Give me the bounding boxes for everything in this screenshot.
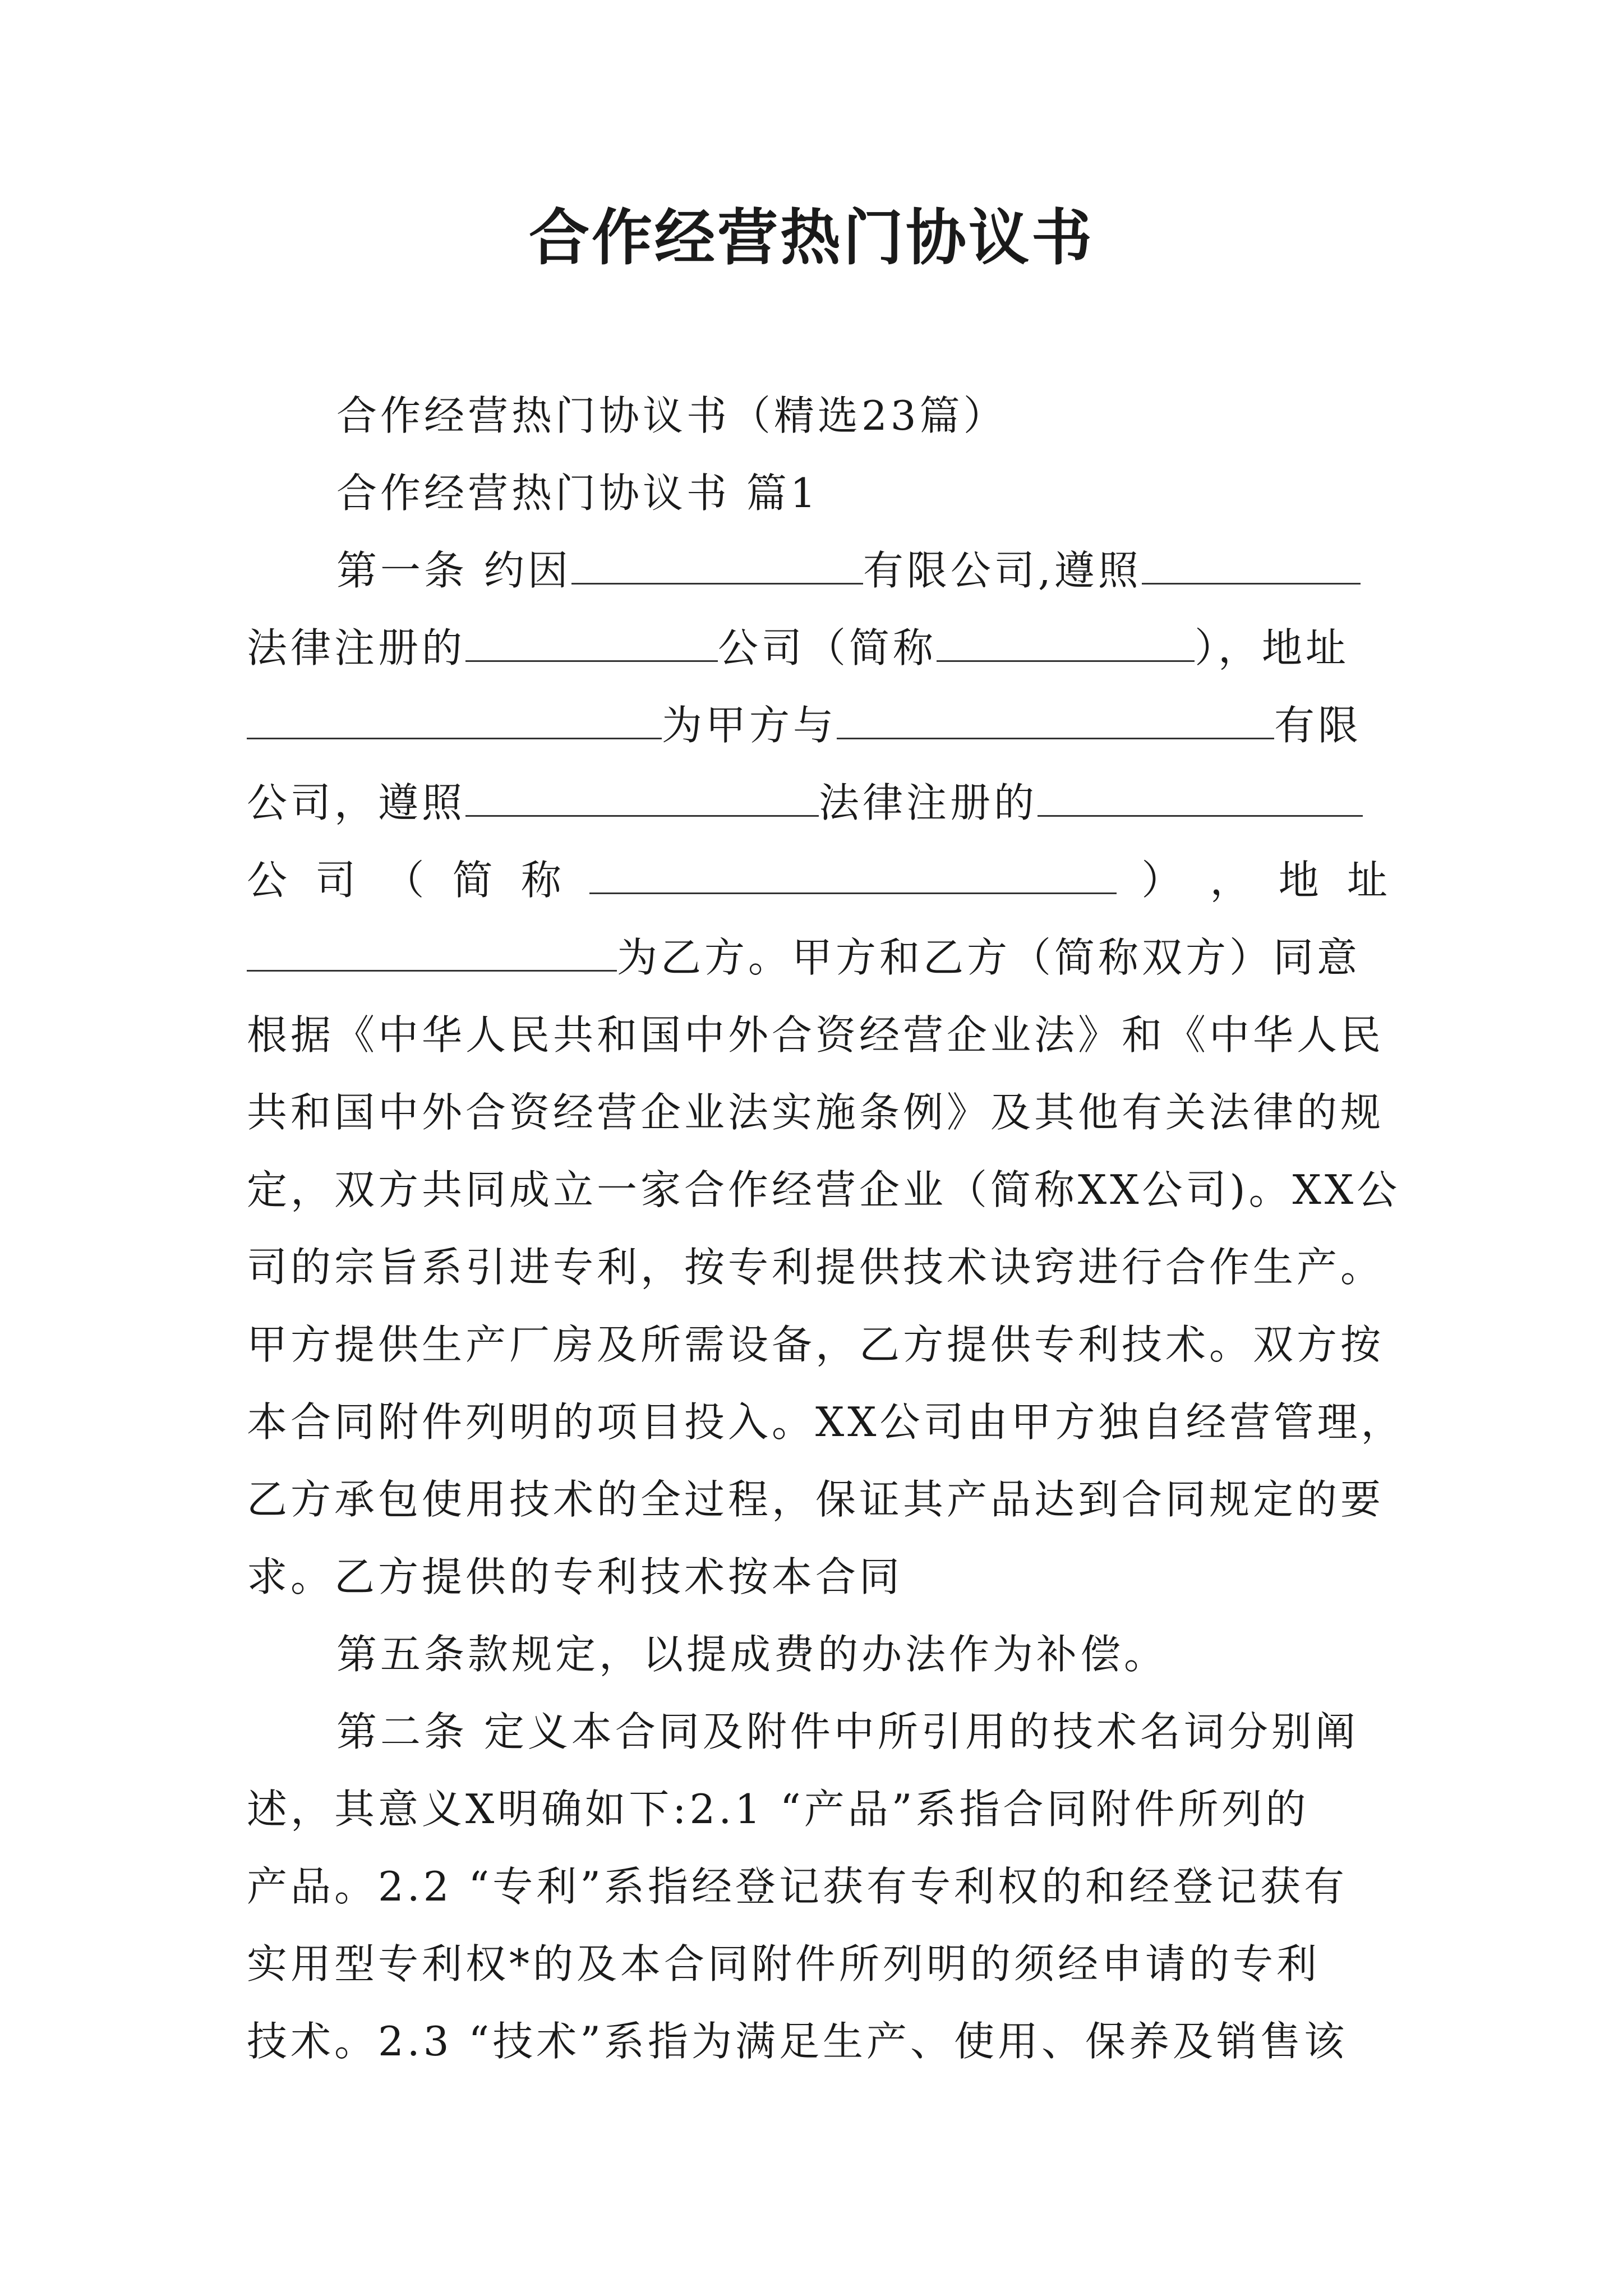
text-segment: 公司（简称 bbox=[718, 624, 937, 671]
paragraph-line: 甲方提供生产厂房及所需设备，乙方提供专利技术。双方按 bbox=[247, 1321, 1385, 1368]
text-segment: 为乙方。甲方和乙方（简称双方）同意 bbox=[617, 934, 1361, 981]
paragraph-line bbox=[247, 687, 1391, 764]
text-char: 址 bbox=[1347, 857, 1391, 904]
paragraph-line bbox=[247, 532, 1391, 609]
fill-blank bbox=[247, 936, 617, 972]
text-char: 称 bbox=[520, 857, 565, 904]
paragraph-line: 乙方承包使用技术的全过程，保证其产品达到合同规定的要 bbox=[247, 1476, 1385, 1523]
paragraph-line: 求。乙方提供的专利技术按本合同 bbox=[247, 1553, 903, 1600]
paragraph-line: 实用型专利权*的及本合同附件所列明的须经申请的专利 bbox=[247, 1940, 1321, 1987]
paragraph-line bbox=[247, 919, 1391, 996]
text-char: （ bbox=[384, 857, 428, 904]
text-segment: 有限 bbox=[1274, 702, 1362, 749]
paragraph-line bbox=[247, 609, 1391, 687]
text-char: 简 bbox=[452, 857, 496, 904]
paragraph-line: 司的宗旨系引进专利，按专利提供技术诀窍进行合作生产。 bbox=[247, 1244, 1385, 1291]
text-segment: 有限公司,遵照 bbox=[863, 547, 1142, 594]
paragraph-line: 本合同附件列明的项目投入。XX公司由甲方独自经营管理， bbox=[247, 1398, 1405, 1446]
fill-blank bbox=[465, 627, 718, 662]
paragraph-line: 根据《中华人民共和国中外合资经营企业法》和《中华人民 bbox=[247, 1011, 1385, 1059]
text-char: ， bbox=[1210, 857, 1254, 904]
text-segment: 为甲方与 bbox=[662, 702, 837, 749]
paragraph-line: 第五条款规定，以提成费的办法作为补偿。 bbox=[336, 1631, 1168, 1678]
fill-blank bbox=[571, 549, 863, 585]
paragraph-line: 共和国中外合资经营企业法实施条例》及其他有关法律的规 bbox=[247, 1089, 1385, 1136]
text-char: 地 bbox=[1278, 857, 1322, 904]
document-title: 合作经营热门协议书 bbox=[528, 203, 1094, 273]
fill-blank bbox=[1038, 781, 1363, 817]
paragraph-line: 技术。2.3 “技术”系指为满足生产、使用、保养及销售该 bbox=[247, 2018, 1348, 2065]
paragraph-line: 产品。2.2 “专利”系指经登记获有专利权的和经登记获有 bbox=[247, 1863, 1348, 1910]
paragraph-line bbox=[247, 841, 1391, 919]
text-char: ） bbox=[1141, 857, 1186, 904]
text-segment: ），地址 bbox=[1195, 624, 1350, 671]
paragraph-line: 第二条 定义本合同及附件中所引用的技术名词分别阐 bbox=[336, 1708, 1359, 1755]
paragraph-line: 述，其意义X明确如下:2.1 “产品”系指合同附件所列的 bbox=[247, 1786, 1310, 1833]
fill-blank bbox=[837, 704, 1274, 739]
text-char: 司 bbox=[315, 857, 359, 904]
fill-blank bbox=[589, 859, 1117, 894]
document-body bbox=[247, 377, 1405, 2080]
paragraph-line: 合作经营热门协议书 篇1 bbox=[336, 470, 819, 517]
text-segment: 公司，遵照 bbox=[247, 779, 466, 826]
paragraph-line: 定，双方共同成立一家合作经营企业（简称XX公司)。XX公 bbox=[247, 1166, 1401, 1213]
fill-blank bbox=[465, 781, 819, 817]
paragraph-line bbox=[247, 764, 1391, 841]
fill-blank bbox=[937, 627, 1195, 662]
paragraph-line: 合作经营热门协议书（精选23篇） bbox=[336, 392, 1007, 439]
text-segment: 法律注册的 bbox=[247, 624, 466, 671]
fill-blank bbox=[1142, 549, 1361, 585]
fill-blank bbox=[247, 704, 662, 739]
text-char: 公 bbox=[247, 857, 291, 904]
text-segment: 法律注册的 bbox=[819, 779, 1038, 826]
text-segment: 第一条 约因 bbox=[336, 547, 571, 594]
